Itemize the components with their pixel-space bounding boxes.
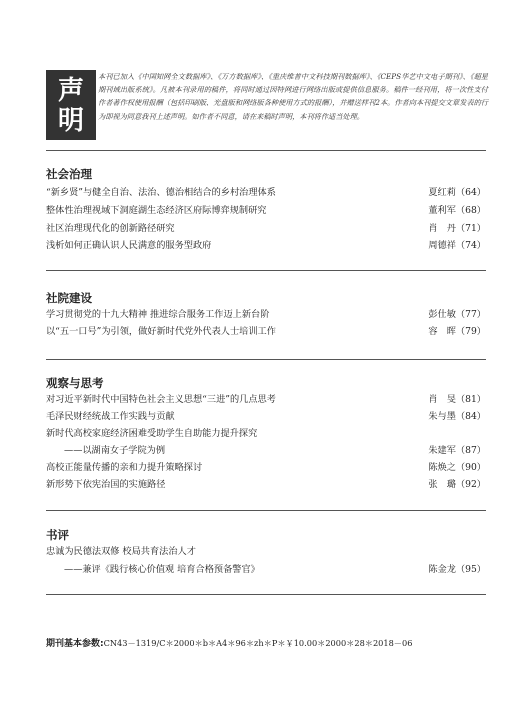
toc-entry[interactable]	[46, 220, 486, 238]
article-author-page: 董利军（68）	[428, 205, 486, 216]
section-divider	[46, 594, 486, 595]
journal-parameters-label: 期刊基本参数:	[46, 639, 104, 649]
article-author-page: 朱建军（87）	[428, 445, 486, 456]
article-author-page: 周德祥（74）	[428, 240, 486, 251]
article-author-page: 朱与墨（84）	[428, 411, 486, 422]
article-title: 高校正能量传播的亲和力提升策略探讨	[46, 462, 203, 473]
article-title: “新乡贤”与健全自治、法治、德治相结合的乡村治理体系	[46, 187, 276, 198]
toc-entry[interactable]	[46, 408, 486, 426]
toc-entry[interactable]	[46, 442, 486, 460]
article-subtitle: ——以湖南女子学院为例	[64, 445, 166, 456]
notice-title-box	[46, 70, 96, 140]
toc-entry[interactable]	[46, 237, 486, 255]
section-title: 社会治理	[46, 167, 92, 181]
article-subtitle: ——兼评《践行核心价值观 培育合格预备警官》	[64, 564, 260, 575]
section-divider	[46, 150, 486, 151]
toc-entry[interactable]	[46, 323, 486, 341]
article-title: 学习贯彻党的十九大精神 推进综合服务工作迈上新台阶	[46, 309, 270, 320]
article-author-page: 张 璐（92）	[428, 479, 486, 490]
section-title: 观察与思考	[46, 376, 104, 390]
article-author-page: 肖 旻（81）	[428, 394, 486, 405]
toc-entry[interactable]	[46, 476, 486, 494]
toc-entry[interactable]	[46, 184, 486, 202]
article-title: 对习近平新时代中国特色社会主义思想“三进”的几点思考	[46, 394, 276, 405]
article-author-page: 彭仕敏（77）	[428, 309, 486, 320]
article-title: 新时代高校家庭经济困难受助学生自助能力提升探究	[46, 428, 258, 439]
article-author-page: 肖 丹（71）	[428, 223, 486, 234]
toc-entry[interactable]	[46, 425, 486, 443]
article-title: 浅析如何正确认识人民满意的服务型政府	[46, 240, 212, 251]
article-author-page: 陈焕之（90）	[428, 462, 486, 473]
section-title: 社院建设	[46, 291, 92, 305]
section-title: 书评	[46, 528, 69, 542]
article-author-page: 陈金龙（95）	[428, 564, 486, 575]
section-divider	[46, 359, 486, 360]
toc-entry[interactable]	[46, 202, 486, 220]
notice-text: 本刊已加入《中国知网全文数据库》、《万方数据库》、《重庆维普中文科技期刊数据库》、《CEPS华艺中文电子期刊》、《超星期刊域出版系统》。凡被本刊录用的稿件，将同时通过因特网进行网络出版或提供信息服务。稿件一经刊用，将一次性支付作者著作权使用报酬（包括印刷版、光盘版和网络版各种使用方式的报酬），并赠送样刊2本。作者向本刊提交文章发表的行为即视为同意我刊上述声明。如作者不同意，请在来稿时声明，本刊将作适当处理。	[98, 72, 488, 121]
section-divider	[46, 270, 486, 271]
notice-title-char: 声	[57, 76, 84, 106]
journal-parameters	[46, 636, 486, 649]
notice-title-char: 明	[57, 106, 84, 136]
toc-entry[interactable]	[46, 459, 486, 477]
article-title: 新形势下依宪治国的实施路径	[46, 479, 166, 490]
article-title: 整体性治理视域下洞庭湖生态经济区府际博弈规制研究	[46, 205, 267, 216]
article-author-page: 容 晖（79）	[428, 326, 486, 337]
article-title: 毛泽民财经统战工作实践与贡献	[46, 411, 175, 422]
toc-entry[interactable]	[46, 561, 486, 579]
article-title: 以“五一口号”为引领，做好新时代党外代表人士培训工作	[46, 326, 276, 337]
toc-entry[interactable]	[46, 306, 486, 324]
toc-entry[interactable]	[46, 391, 486, 409]
toc-entry[interactable]	[46, 543, 486, 561]
section-divider	[46, 510, 486, 511]
journal-parameters-value: CN43－1319/C＊2000＊b＊A4＊96＊zh＊P＊￥10.00＊2000＊28＊2018－06	[103, 638, 413, 648]
article-title: 社区治理现代化的创新路径研究	[46, 223, 175, 234]
article-title: 忠诚为民德法双修 校局共育法治人才	[46, 546, 196, 557]
article-author-page: 夏红莉（64）	[428, 187, 486, 198]
